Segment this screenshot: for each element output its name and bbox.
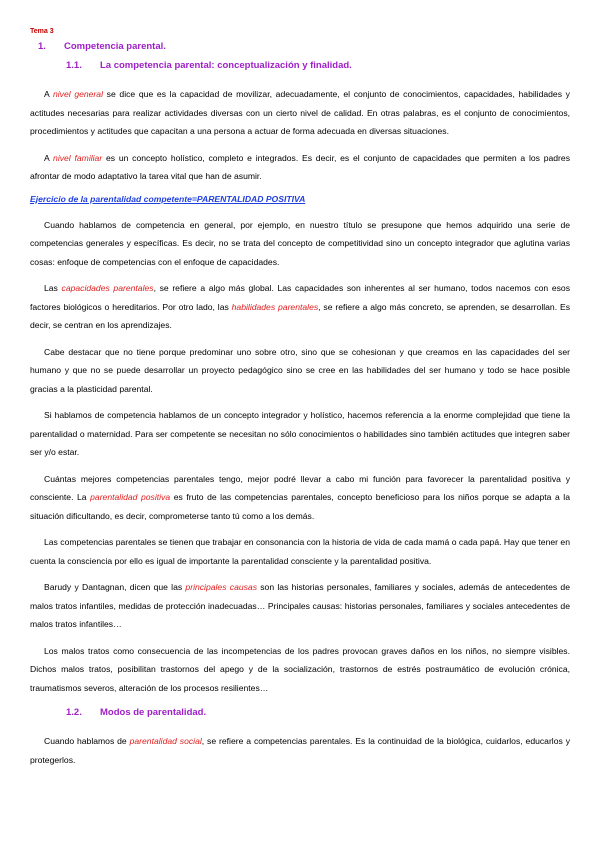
- subsection-title: Modos de parentalidad.: [100, 707, 207, 718]
- section-number: 1.: [38, 41, 46, 52]
- emphasis-text: nivel familiar: [53, 152, 103, 163]
- paragraph-parentalidad-positiva: Cuántas mejores competencias parentales tengo, mejor podré llevar a cabo mi función para favorecer la parentalidad positiva y consciente. La parentalidad positiva es fruto de las competencias parentales, concepto beneficioso para los niños porque se adapta a la situación dificultando, es decir, comprometerse tanto tú como a los demás.: [30, 473, 570, 521]
- subsection-heading-1-2: [66, 707, 570, 718]
- exercise-line: Ejercicio de la parentalidad competente=PARENTALIDAD POSITIVA: [30, 193, 306, 204]
- emphasis-text: principales causas: [185, 582, 257, 592]
- paragraph-holistico: Si hablamos de competencia hablamos de un concepto integrador y holístico, hacemos referencia a la enorme complejidad que tiene la parentalidad o maternidad. Para ser competente se necesitan no sólo conocimientos o habilidades sino también actitudes que integren saber ser y/o estar.: [30, 410, 570, 457]
- paragraph-parentalidad-social: Cuando hablamos de parentalidad social, se refiere a competencias parentales. Es la continuidad de la biológica, cuidarlos, educarlos y protegerlos.: [30, 736, 570, 765]
- paragraph-nivel-general: A nivel general se dice que es la capacidad de movilizar, adecuadamente, el conjunto de conocimientos, capacidades, habilidades y actitudes necesarias para realizar actividades diversas con un cierto nivel de calidad. En otras palabras, es el conjunto de conocimientos, procedimientos y actitudes que capacitan a una persona a actuar de forma adecuada en diversas situaciones.: [30, 89, 570, 136]
- emphasis-text: habilidades parentales: [231, 301, 319, 312]
- paragraph-malos-tratos: Los malos tratos como consecuencia de las incompetencias de los padres provocan graves daños en los niños, no siempre visibles. Dichos malos tratos, posibilitan trastornos del apego y de la socialización, trastornos de estrés postraumático de evolución crónica, traumatismos severos, alteración de los procesos resilientes…: [30, 645, 570, 693]
- subsection-number: 1.2.: [66, 707, 82, 718]
- section-title: Competencia parental.: [64, 41, 166, 52]
- tema-label: Tema 3: [30, 28, 54, 35]
- paragraph-cohesion: Cabe destacar que no tiene porque predominar uno sobre otro, sino que se cohesionan y que creamos en las capacidades del ser humano y que no se puede desarrollar un proyecto pedagógico sino se cree en las habilidades del ser humano y todo se hace posible gracias a la plasticidad parental.: [30, 346, 570, 394]
- subsection-heading-1-1: [66, 60, 570, 71]
- paragraph-nivel-familiar: A nivel familiar es un concepto holístico, completo e integrados. Es decir, es el conjunto de capacidades que permiten a los padres afrontar de modo adaptativo la tarea vital que han de asumir.: [30, 152, 570, 181]
- emphasis-text: nivel general: [52, 89, 103, 99]
- emphasis-text: parentalidad positiva: [90, 492, 171, 502]
- subsection-number: 1.1.: [66, 60, 82, 71]
- emphasis-text: parentalidad social: [129, 736, 202, 746]
- subsection-title: La competencia parental: conceptualización y finalidad.: [100, 60, 352, 71]
- section-heading-1: [38, 41, 570, 52]
- paragraph-historia-vida: Las competencias parentales se tienen que trabajar en consonancia con la historia de vida de cada mamá o cada papá. Hay que tener en cuenta la consciencia por ello es igual de importante la parentalidad consciente y la parentalidad positiva.: [30, 537, 570, 566]
- emphasis-text: capacidades parentales: [61, 283, 154, 293]
- paragraph-competencia-general: Cuando hablamos de competencia en general, por ejemplo, en nuestro título se presupone que hemos adquirido una serie de competencias generales y específicas. Es decir, no se trata del concepto de competitividad sino un concepto integrador que aglutina varias cosas: enfoque de competencias con el enfoque de capacidades.: [30, 219, 570, 267]
- paragraph-capacidades: Las capacidades parentales, se refiere a algo más global. Las capacidades son inherentes al ser humano, todos nacemos con esos factores biológicos o hereditarios. Por otro lado, las habilidades parentales, se refiere a algo más concreto, se aprenden, se desarrollan. Es decir, se centran en los aprendizajes.: [30, 283, 571, 330]
- paragraph-principales-causas: Barudy y Dantagnan, dicen que las principales causas son las historias personales, familiares y sociales, además de antecedentes de malos tratos infantiles, medidas de protección inadecuadas… Principales causas: historias personales, familiares y sociales antecedentes de malos tratos infantiles…: [30, 582, 570, 629]
